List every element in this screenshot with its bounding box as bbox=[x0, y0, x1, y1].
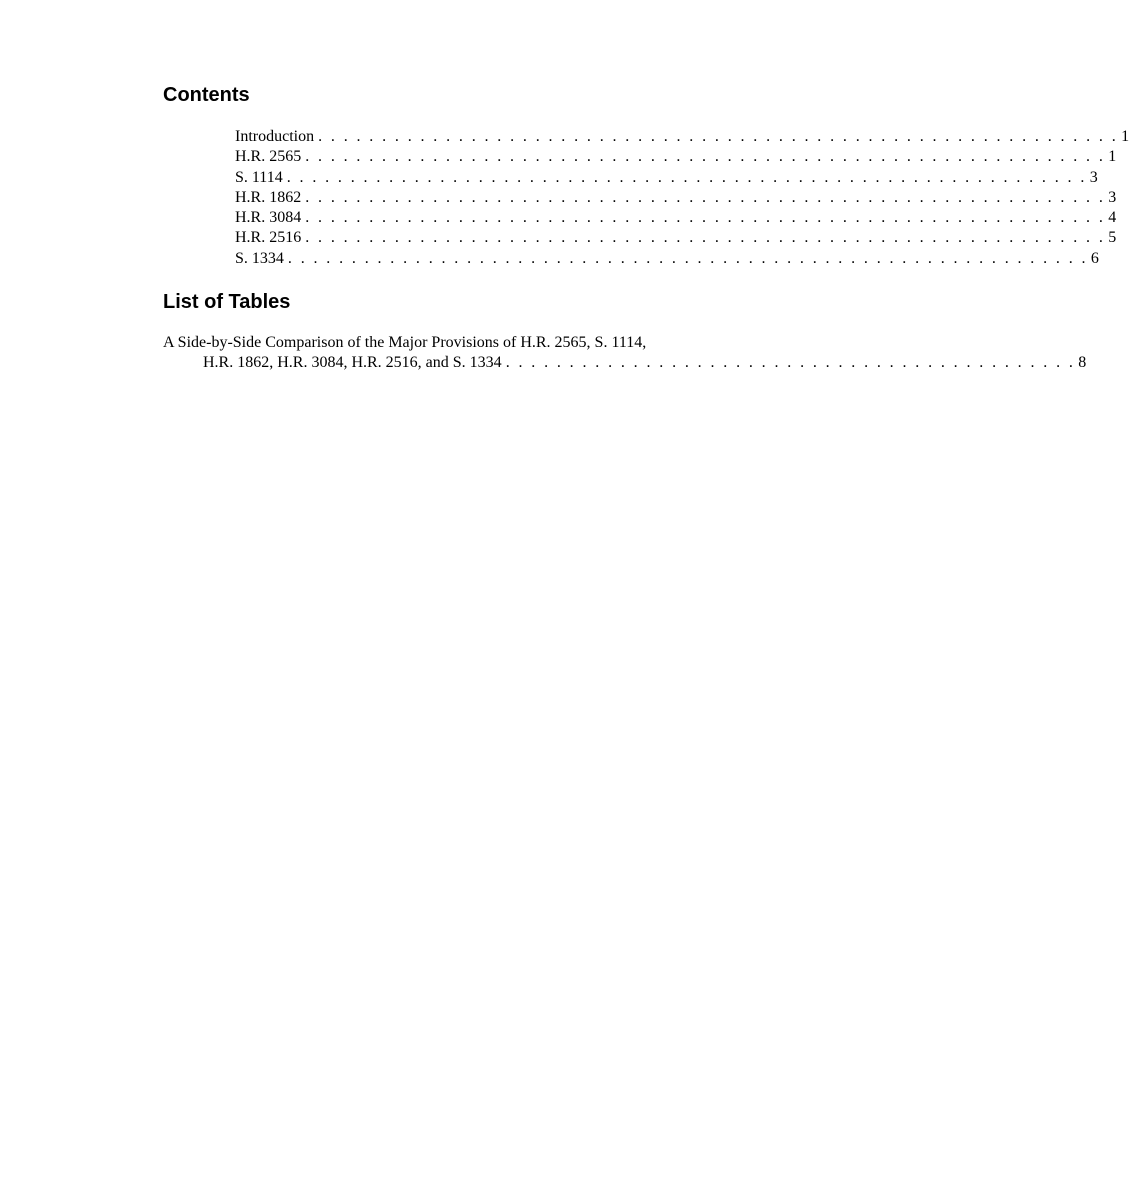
dot-leader: . . . . . . . . . . . . . . . . . . . . . . . . . . . . . . . . . . . . . . . . . . . . . . . . . . . . . . . . . . . . . . . bbox=[286, 168, 1087, 186]
toc-entry-s-1334[interactable] bbox=[235, 249, 1099, 269]
toc-entry-label: S. 1114 bbox=[235, 168, 283, 186]
toc-entry-page: 4 bbox=[1108, 209, 1117, 227]
toc-entry-s-1114[interactable] bbox=[235, 168, 1098, 188]
list-of-tables-heading: List of Tables bbox=[163, 291, 291, 313]
list-of-tables-entry[interactable] bbox=[163, 333, 1087, 374]
table-entry-page: 8 bbox=[1078, 354, 1087, 372]
toc-entry-label: H.R. 3084 bbox=[235, 209, 302, 227]
dot-leader: . . . . . . . . . . . . . . . . . . . . . . . . . . . . . . . . . . . . . . . . . . . . . . . . . . . . . . . . . . . . . . . bbox=[305, 148, 1106, 166]
toc-entry-hr-3084[interactable] bbox=[235, 208, 1117, 228]
toc-entry-page: 3 bbox=[1108, 188, 1117, 206]
dot-leader: . . . . . . . . . . . . . . . . . . . . . . . . . . . . . . . . . . . . . . . . . . . . . . . . . . . . . . . . . . . . . . . bbox=[305, 229, 1106, 247]
dot-leader: . . . . . . . . . . . . . . . . . . . . . . . . . . . . . . . . . . . . . . . . . . . . . bbox=[505, 354, 1076, 372]
table-entry-label-line1: A Side-by-Side Comparison of the Major Provisions of H.R. 2565, S. 1114, bbox=[163, 334, 647, 351]
toc-entry-hr-2516[interactable] bbox=[235, 228, 1117, 248]
table-entry-label-line2: H.R. 1862, H.R. 3084, H.R. 2516, and S. 1334 bbox=[203, 354, 502, 372]
toc-entry-label: Introduction bbox=[235, 128, 315, 145]
toc-entry-hr-2565[interactable] bbox=[235, 147, 1117, 167]
toc-entry-label: H.R. 2516 bbox=[235, 229, 302, 247]
toc-entry-page: 1 bbox=[1121, 128, 1129, 145]
contents-list bbox=[235, 127, 1129, 269]
dot-leader: . . . . . . . . . . . . . . . . . . . . . . . . . . . . . . . . . . . . . . . . . . . . . . . . . . . . . . . . . . . . . . . bbox=[305, 209, 1106, 227]
toc-entry-label: H.R. 2565 bbox=[235, 148, 302, 166]
table-entry-line2 bbox=[163, 353, 1087, 373]
toc-entry-hr-1862[interactable] bbox=[235, 188, 1117, 208]
dot-leader: . . . . . . . . . . . . . . . . . . . . . . . . . . . . . . . . . . . . . . . . . . . . . . . . . . . . . . . . . . . . . . . bbox=[318, 128, 1119, 145]
toc-entry-label: S. 1334 bbox=[235, 249, 284, 267]
toc-entry-introduction[interactable] bbox=[235, 127, 1129, 147]
toc-entry-page: 1 bbox=[1108, 148, 1117, 166]
dot-leader: . . . . . . . . . . . . . . . . . . . . . . . . . . . . . . . . . . . . . . . . . . . . . . . . . . . . . . . . . . . . . . . bbox=[305, 188, 1106, 206]
dot-leader: . . . . . . . . . . . . . . . . . . . . . . . . . . . . . . . . . . . . . . . . . . . . . . . . . . . . . . . . . . . . . . . bbox=[287, 249, 1088, 267]
toc-entry-label: H.R. 1862 bbox=[235, 188, 302, 206]
toc-entry-page: 5 bbox=[1108, 229, 1117, 247]
toc-entry-page: 6 bbox=[1090, 249, 1099, 267]
contents-heading: Contents bbox=[163, 84, 250, 106]
toc-entry-page: 3 bbox=[1089, 168, 1098, 186]
